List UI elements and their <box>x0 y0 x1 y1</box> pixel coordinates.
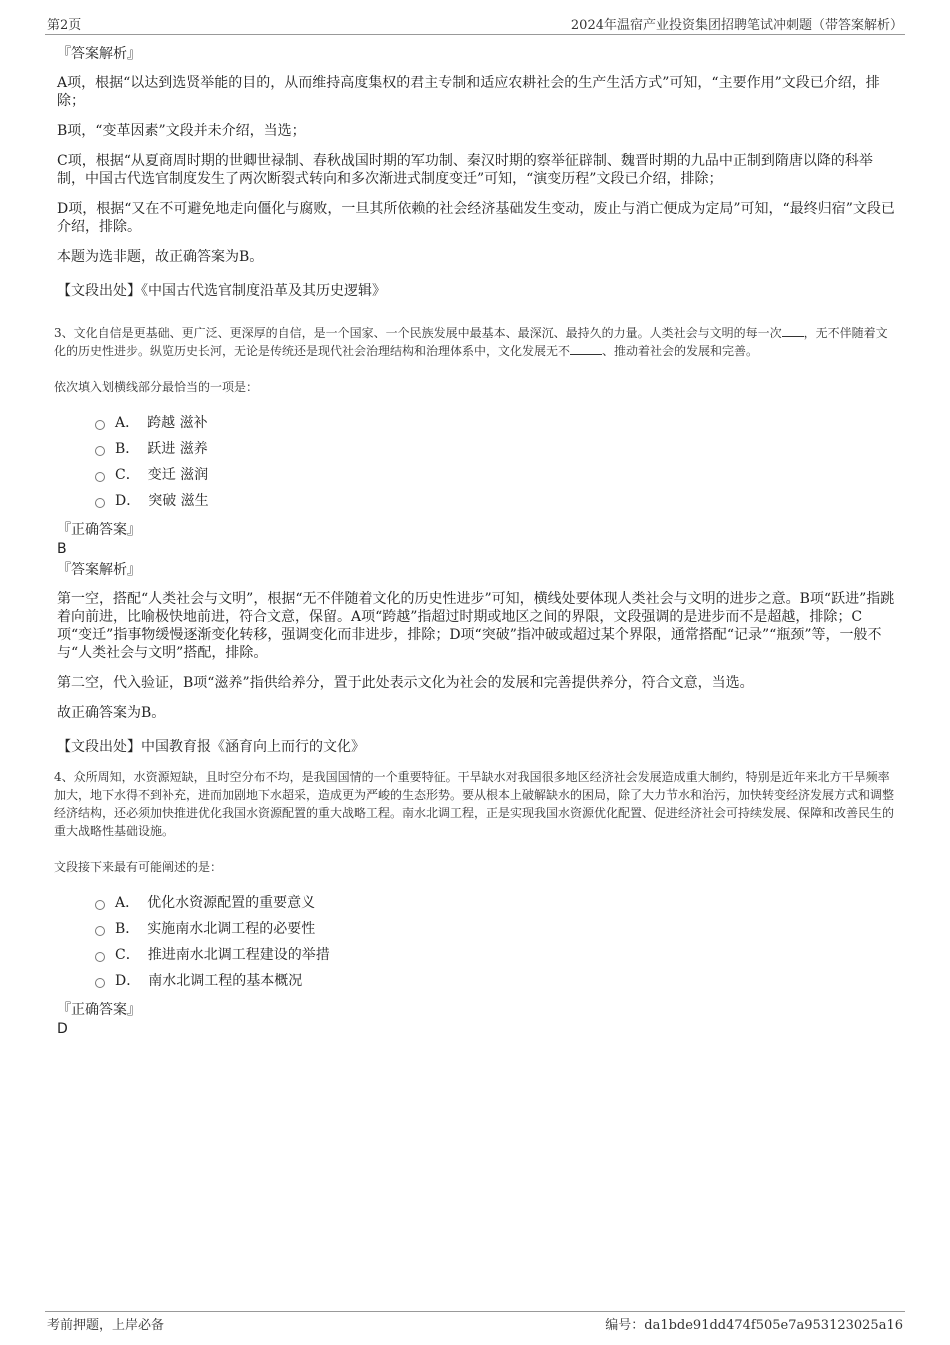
radio-button[interactable] <box>95 446 105 456</box>
option-a[interactable]: A． 优化水资源配置的重要意义 <box>95 890 897 916</box>
page-number: 第2页 <box>47 18 82 33</box>
radio-button[interactable] <box>95 420 105 430</box>
analysis-paragraph: 故正确答案为B。 <box>57 705 166 721</box>
question-4-options <box>95 890 897 994</box>
radio-button[interactable] <box>95 926 105 936</box>
correct-answer-label: 『正确答案』 <box>57 1002 141 1018</box>
question-3-prompt: 依次填入划横线部分最恰当的一项是： <box>54 380 259 394</box>
radio-button[interactable] <box>95 900 105 910</box>
analysis-paragraph: B项，“变革因素”文段并未介绍，当选； <box>57 123 306 139</box>
radio-button[interactable] <box>95 498 105 508</box>
document-id: 编号：da1bde91dd474f505e7a953123025a16 <box>605 1318 903 1333</box>
passage-source: 【文段出处】《中国古代选官制度沿革及其历史逻辑》 <box>57 283 386 299</box>
correct-answer-label: 『正确答案』 <box>57 522 141 538</box>
analysis-paragraph: 本题为选非题，故正确答案为B。 <box>57 249 264 265</box>
analysis-label: 『答案解析』 <box>57 46 141 62</box>
analysis-paragraph: 第二空，代入验证，B项“滋养”指供给养分，置于此处表示文化为社会的发展和完善提供养分，符合文意，当选。 <box>57 675 754 691</box>
page-header <box>45 14 905 35</box>
option-c[interactable]: C． 推进南水北调工程建设的举措 <box>95 942 897 968</box>
fill-blank <box>782 324 804 337</box>
option-c[interactable]: C． 变迁 滋润 <box>95 462 897 488</box>
option-d[interactable]: D． 突破 滋生 <box>95 488 897 514</box>
option-b[interactable]: B． 实施南水北调工程的必要性 <box>95 916 897 942</box>
fill-blank <box>570 342 602 355</box>
correct-answer: D <box>57 1021 68 1037</box>
footer-slogan: 考前押题，上岸必备 <box>47 1318 165 1333</box>
passage-source: 【文段出处】中国教育报《涵育向上而行的文化》 <box>57 739 365 755</box>
analysis-paragraph: 第一空，搭配“人类社会与文明”，根据“无不伴随着文化的历史性进步”可知，横线处要体现人类社会与文明的进步之意。B项“跃进”指跳着向前进，比喻极快地前进，符合文意，保留。A项“跨越”指超过时期或地区之间的界限，文段强调的是进步而不是超越，排除；C项“变迁”指事物缓慢逐渐变化转移，强调变化而非进步，排除；D项“突破”指冲破或超过某个界限，通常搭配“记录”“瓶颈”等，一般不与“人类社会与文明”搭配，排除。 <box>57 591 895 661</box>
analysis-label: 『答案解析』 <box>57 562 141 578</box>
document-title: 2024年温宿产业投资集团招聘笔试冲刺题（带答案解析） <box>570 18 903 33</box>
radio-button[interactable] <box>95 472 105 482</box>
radio-button[interactable] <box>95 978 105 988</box>
question-3-options <box>95 410 897 514</box>
analysis-paragraph: A项，根据“以达到选贤举能的目的，从而维持高度集权的君主专制和适应农耕社会的生产生活方式”可知，“主要作用”文段已介绍，排除； <box>57 75 880 109</box>
correct-answer: B <box>57 541 67 557</box>
question-4-prompt: 文段接下来最有可能阐述的是： <box>54 860 223 874</box>
option-d[interactable]: D． 南水北调工程的基本概况 <box>95 968 897 994</box>
analysis-paragraph: D项，根据“又在不可避免地走向僵化与腐败，一旦其所依赖的社会经济基础发生变动，废止与消亡便成为定局”可知，“最终归宿”文段已介绍，排除。 <box>57 201 895 235</box>
analysis-paragraph: C项，根据“从夏商周时期的世卿世禄制、春秋战国时期的军功制、秦汉时期的察举征辟制、魏晋时期的九品中正制到隋唐以降的科举制，中国古代选官制度发生了两次断裂式转向和多次渐进式制度变迁”可知，“演变历程”文段已介绍，排除； <box>57 153 873 187</box>
option-a[interactable]: A． 跨越 滋补 <box>95 410 897 436</box>
question-4-text: 4、众所周知，水资源短缺，且时空分布不均，是我国国情的一个重要特征。干旱缺水对我国很多地区经济社会发展造成重大制约，特别是近年来北方干旱频率加大，地下水得不到补充，进而加剧地下水超采，造成更为严峻的生态形势。要从根本上破解缺水的困局，除了大力节水和治污，加快转变经济发展方式和调整经济结构，还必须加快推进优化我国水资源配置的重大战略工程。南水北调工程，正是实现我国水资源优化配置、促进经济社会可持续发展、保障和改善民生的重大战略性基础设施。 <box>54 770 895 838</box>
page-footer <box>45 1311 905 1334</box>
question-3-text: 3、文化自信是更基础、更广泛、更深厚的自信，是一个国家、一个民族发展中最基本、最深沉、最持久的力量。人类社会与文明的每一次 ，无不伴随着文化的历史性进步。纵览历史长河，无论是传统还是现代社会治理结构和治理体系中，文化发展无不 、推动着社会的发展和完善。 <box>54 326 888 358</box>
page-content <box>54 44 897 1038</box>
option-b[interactable]: B． 跃进 滋养 <box>95 436 897 462</box>
radio-button[interactable] <box>95 952 105 962</box>
